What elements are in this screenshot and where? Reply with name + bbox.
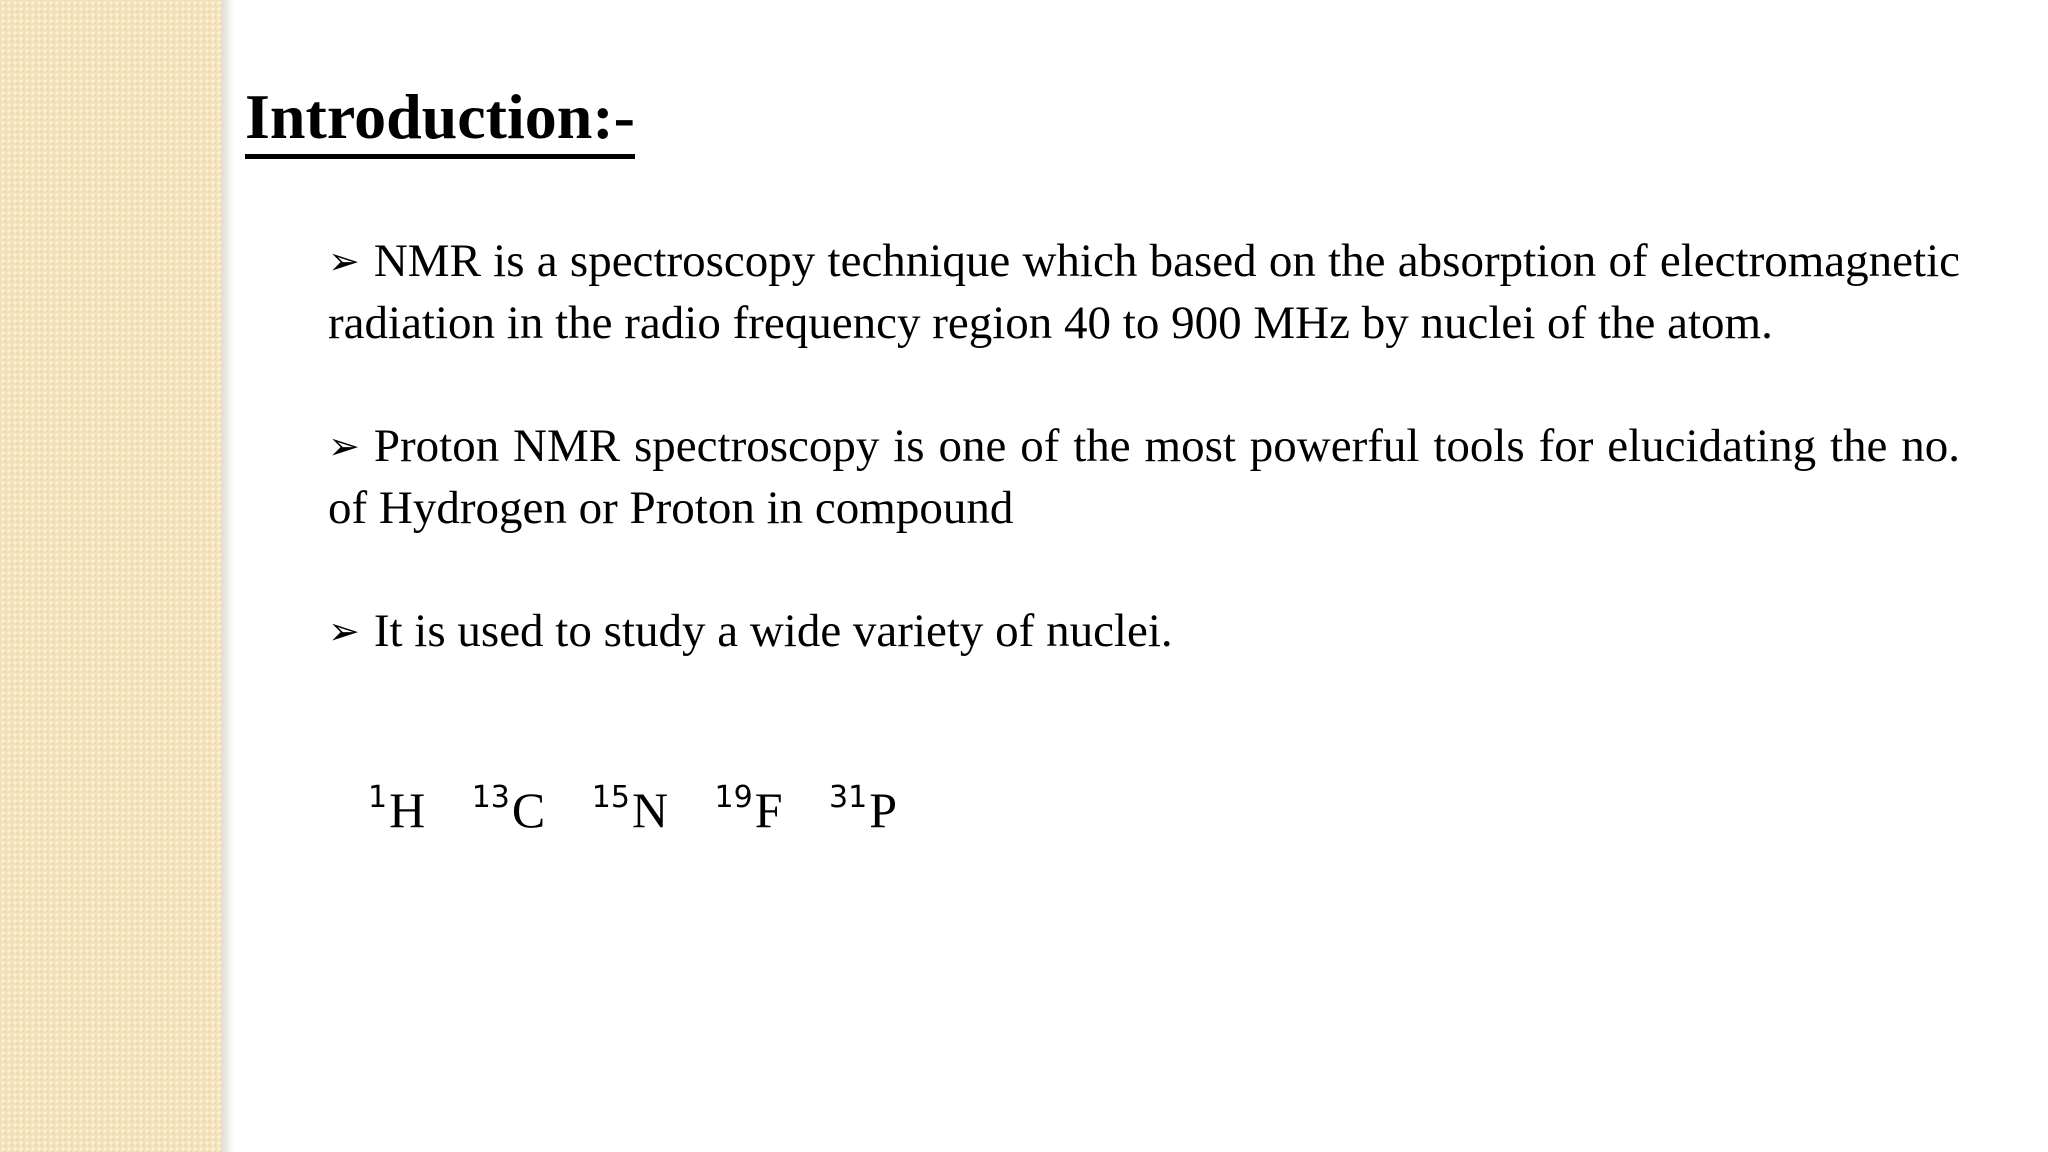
element-symbol: N [631, 782, 669, 838]
element-symbol: P [869, 782, 898, 838]
element-symbol: C [511, 782, 546, 838]
nucleus-13c [472, 780, 546, 839]
nuclei-list [368, 780, 931, 839]
decorative-side-panel [0, 0, 222, 1152]
bullet-item [328, 600, 1960, 662]
mass-number: 15 [591, 780, 630, 815]
nucleus-31p [829, 780, 897, 839]
bullet-item [328, 415, 1960, 539]
nucleus-19f [715, 780, 783, 839]
mass-number: 31 [829, 780, 868, 815]
mass-number: 19 [714, 780, 753, 815]
bullet-text: Proton NMR spectroscopy is one of the most powerful tools for elucidating the no. of Hydrogen or Proton in compound [328, 420, 1960, 534]
element-symbol: F [754, 782, 783, 838]
mass-number: 1 [368, 780, 388, 815]
bullet-text: NMR is a spectroscopy technique which based on the absorption of electromagnetic radiation in the radio frequency region 40 to 900 MHz by nuclei of the atom. [328, 235, 1960, 349]
element-symbol: H [389, 782, 426, 838]
bullet-list [328, 230, 1960, 723]
nucleus-1h [368, 780, 425, 839]
mass-number: 13 [471, 780, 510, 815]
arrow-bullet-icon: ➢ [328, 424, 360, 468]
slide-title: Introduction:- [245, 80, 635, 159]
bullet-item [328, 230, 1960, 354]
nucleus-15n [592, 780, 668, 839]
side-panel-shadow [222, 0, 234, 1152]
arrow-bullet-icon: ➢ [328, 609, 360, 653]
bullet-text: It is used to study a wide variety of nuclei. [373, 605, 1173, 657]
arrow-bullet-icon: ➢ [328, 239, 360, 283]
